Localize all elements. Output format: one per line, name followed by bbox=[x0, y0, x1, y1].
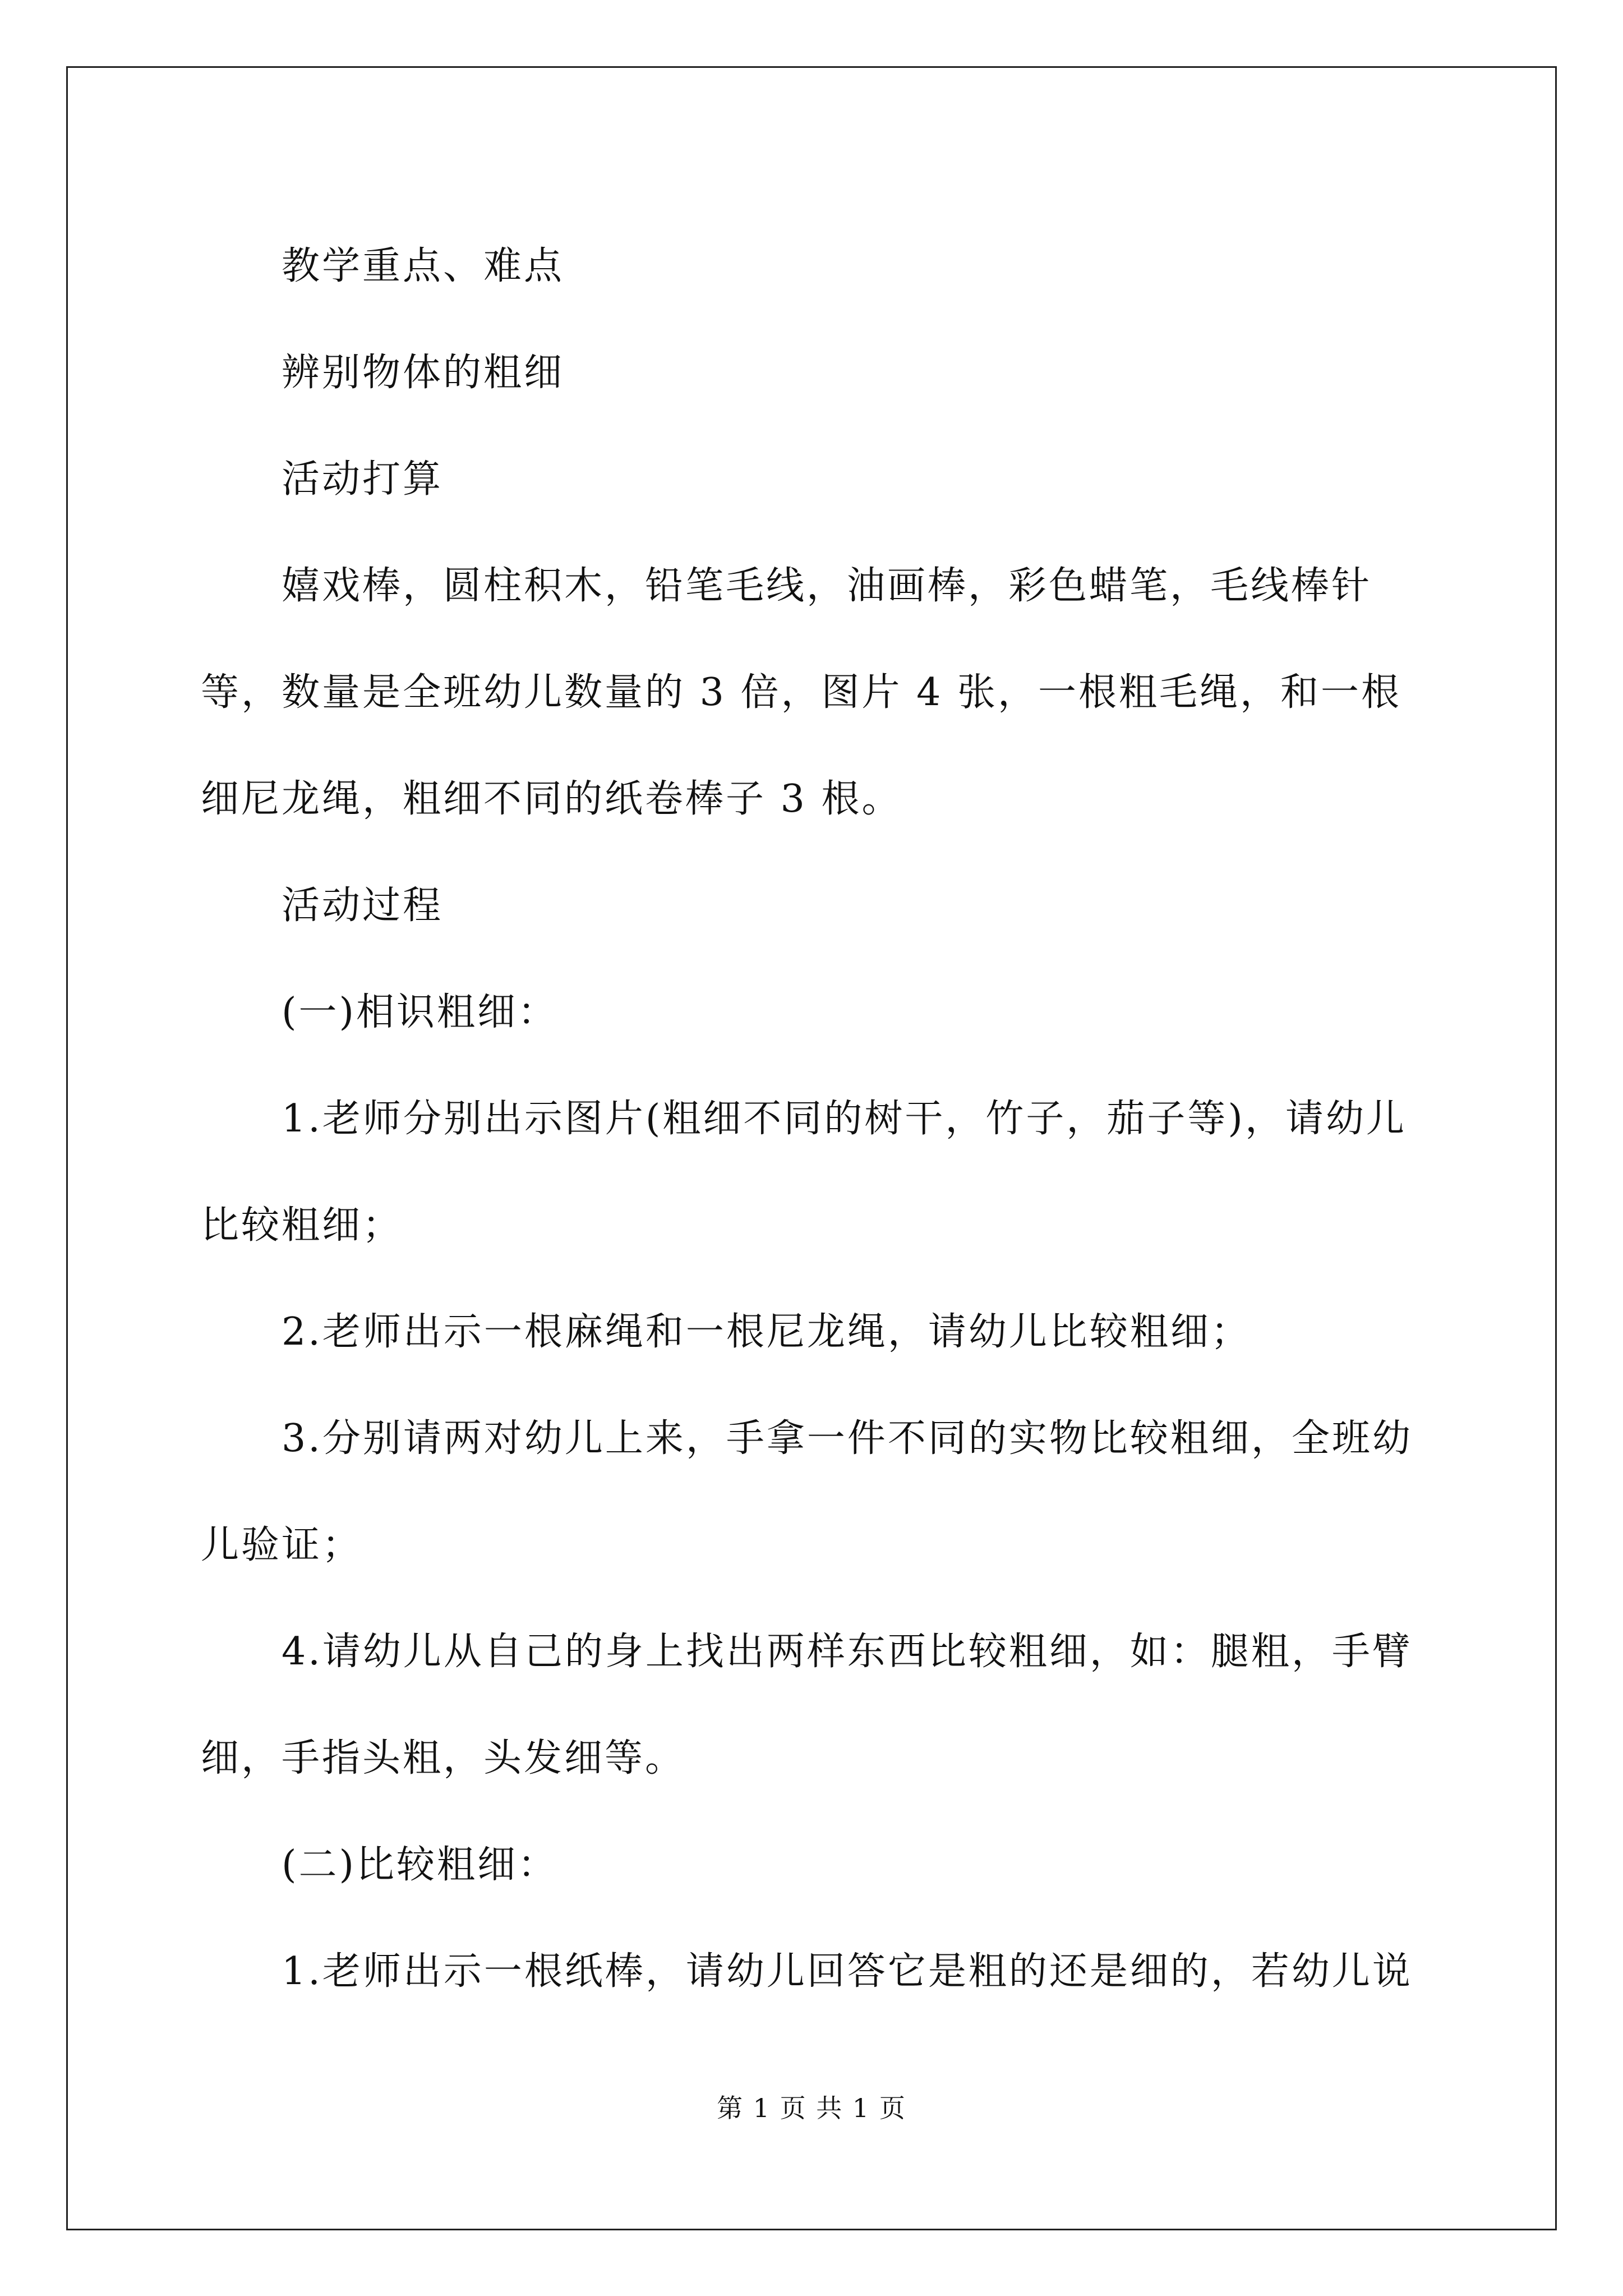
step-1-1: 1.老师分别出示图片(粗细不同的树干，竹子，茄子等)，请幼儿比较粗细； bbox=[201, 1097, 1407, 1248]
step-1-4: 4.请幼儿从自己的身上找出两样东西比较粗细，如：腿粗，手臂细，手指头粗，头发细等。 bbox=[201, 1630, 1413, 1780]
heading-key-points: 教学重点、难点 bbox=[282, 244, 565, 288]
heading-process: 活动过程 bbox=[282, 884, 444, 928]
heading-preparation: 活动打算 bbox=[282, 457, 444, 501]
step-2-1: 1.老师出示一根纸棒，请幼儿回答它是粗的还是细的，若幼儿说 bbox=[282, 1949, 1413, 1994]
step-1-3: 3.分别请两对幼儿上来，手拿一件不同的实物比较粗细，全班幼儿验证； bbox=[201, 1416, 1413, 1567]
subheading-part-one: (一)相识粗细： bbox=[282, 990, 559, 1034]
page-footer: 第 1 页 共 1 页 bbox=[717, 2093, 906, 2123]
subheading-part-two: (二)比较粗细： bbox=[282, 1843, 559, 1887]
document-body bbox=[201, 213, 1435, 2025]
paragraph-key-point-text: 辨别物体的粗细 bbox=[282, 351, 565, 395]
paragraph-materials: 嬉戏棒，圆柱积木，铅笔毛线，油画棒，彩色蜡笔，毛线棒针等，数量是全班幼儿数量的 3 倍，图片 4 张，一根粗毛绳，和一根细尼龙绳，粗细不同的纸卷棒子 3 根。 bbox=[201, 564, 1401, 821]
step-1-2: 2.老师出示一根麻绳和一根尼龙绳，请幼儿比较粗细； bbox=[282, 1310, 1251, 1354]
